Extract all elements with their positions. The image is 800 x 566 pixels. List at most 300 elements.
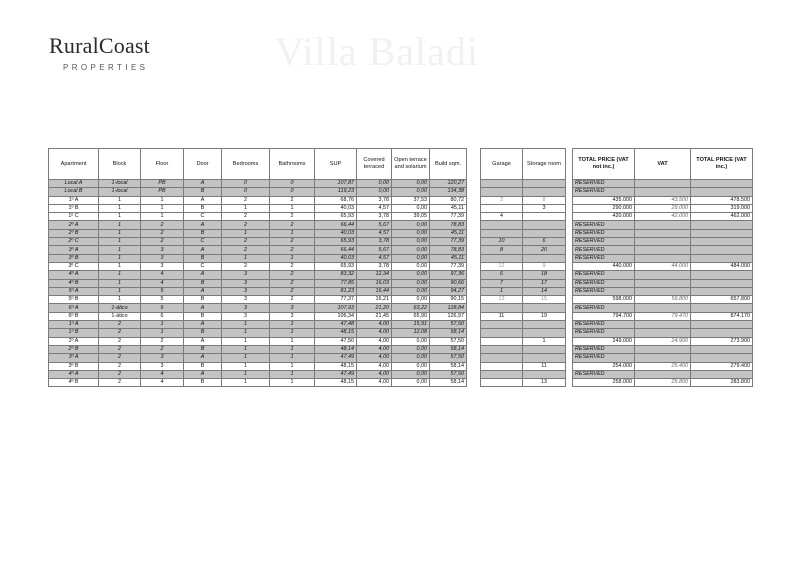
- sup-cell: 77,37: [315, 296, 357, 304]
- table-row: [49, 262, 467, 270]
- vat-cell: [635, 221, 691, 229]
- storage-room-cell: [523, 354, 566, 362]
- storage-room-cell: 13: [523, 379, 566, 387]
- covered-terraced-cell: 0,00: [357, 180, 392, 188]
- col-storage-room: Storage room: [523, 149, 566, 180]
- storage-room-cell: 6: [523, 238, 566, 246]
- vat-cell: [635, 345, 691, 353]
- block-cell: 1: [99, 221, 141, 229]
- bathrooms-cell: 2: [270, 262, 315, 270]
- bedrooms-cell: 3: [222, 287, 270, 295]
- vat-cell: 44.000: [635, 262, 691, 270]
- table-row: [573, 362, 753, 370]
- bedrooms-cell: 2: [222, 196, 270, 204]
- storage-room-cell: [523, 213, 566, 221]
- brand-logo: [49, 34, 150, 72]
- door-cell: A: [184, 180, 222, 188]
- bedrooms-cell: 2: [222, 213, 270, 221]
- price-cell: 258.000: [573, 379, 635, 387]
- block-cell: 2: [99, 379, 141, 387]
- price-cell: RESERVED: [573, 246, 635, 254]
- table-row: [573, 345, 753, 353]
- storage-room-cell: 20: [523, 246, 566, 254]
- covered-terraced-cell: 4,57: [357, 229, 392, 237]
- total-price-cell: [691, 188, 753, 196]
- apartment-cell: 6º A: [49, 304, 99, 312]
- floor-cell: 3: [141, 246, 184, 254]
- apartment-cell: 4º B: [49, 379, 99, 387]
- bedrooms-cell: 2: [222, 221, 270, 229]
- bathrooms-cell: 2: [270, 246, 315, 254]
- storage-room-cell: 18: [523, 271, 566, 279]
- sup-cell: 48,15: [315, 362, 357, 370]
- covered-terraced-cell: 4,00: [357, 329, 392, 337]
- total-price-cell: [691, 304, 753, 312]
- build-sqm-cell: 90,15: [430, 296, 467, 304]
- apartment-cell: 3º B: [49, 362, 99, 370]
- garage-cell: [481, 254, 523, 262]
- storage-room-cell: 1: [523, 337, 566, 345]
- vat-cell: [635, 238, 691, 246]
- build-sqm-cell: 57,50: [430, 370, 467, 378]
- door-cell: C: [184, 238, 222, 246]
- open-terrace-cell: 0,00: [392, 362, 430, 370]
- sup-cell: 66,44: [315, 221, 357, 229]
- door-cell: B: [184, 362, 222, 370]
- storage-room-cell: [523, 345, 566, 353]
- sup-cell: 66,44: [315, 246, 357, 254]
- col-total-price-vat: TOTAL PRICE (VAT inc.): [691, 149, 753, 180]
- door-cell: B: [184, 254, 222, 262]
- table-row: [481, 304, 566, 312]
- sup-cell: 47,49: [315, 354, 357, 362]
- floor-cell: 6: [141, 304, 184, 312]
- vat-cell: [635, 254, 691, 262]
- total-price-cell: [691, 271, 753, 279]
- table-row: [49, 287, 467, 295]
- table-row: [481, 329, 566, 337]
- build-sqm-cell: 58,14: [430, 379, 467, 387]
- total-price-cell: 319.000: [691, 204, 753, 212]
- table-row: [481, 337, 566, 345]
- table-row: [49, 329, 467, 337]
- bathrooms-cell: 1: [270, 337, 315, 345]
- storage-room-cell: [523, 304, 566, 312]
- col-bathrooms: Bathrooms: [270, 149, 315, 180]
- table-row: [481, 213, 566, 221]
- col-floor: Floor: [141, 149, 184, 180]
- build-sqm-cell: 77,39: [430, 238, 467, 246]
- open-terrace-cell: 15,91: [392, 321, 430, 329]
- bedrooms-cell: 1: [222, 354, 270, 362]
- price-cell: 249.000: [573, 337, 635, 345]
- open-terrace-cell: 0,00: [392, 271, 430, 279]
- vat-cell: [635, 354, 691, 362]
- bedrooms-cell: 1: [222, 254, 270, 262]
- bedrooms-cell: 1: [222, 329, 270, 337]
- block-cell: 1-ático: [99, 304, 141, 312]
- bathrooms-cell: 1: [270, 329, 315, 337]
- table-row: [481, 238, 566, 246]
- apartment-cell: 2º A: [49, 337, 99, 345]
- total-price-cell: 484.000: [691, 262, 753, 270]
- storage-room-cell: 8: [523, 196, 566, 204]
- sup-cell: 40,03: [315, 229, 357, 237]
- total-price-cell: 657.800: [691, 296, 753, 304]
- storage-room-cell: 19: [523, 312, 566, 320]
- table-row: [573, 196, 753, 204]
- table-row: [481, 354, 566, 362]
- apartment-cell: Local B: [49, 188, 99, 196]
- col-build-sqm: Build sqm.: [430, 149, 467, 180]
- apartment-cell: 3º A: [49, 246, 99, 254]
- table-row: [49, 379, 467, 387]
- garage-cell: 1: [481, 287, 523, 295]
- col-vat: VAT: [635, 149, 691, 180]
- floor-cell: 4: [141, 271, 184, 279]
- door-cell: A: [184, 271, 222, 279]
- garage-storage-table: [480, 148, 566, 387]
- floor-cell: 4: [141, 279, 184, 287]
- bathrooms-cell: 1: [270, 204, 315, 212]
- apartment-cell: Local A: [49, 180, 99, 188]
- price-cell: RESERVED: [573, 221, 635, 229]
- bedrooms-cell: 0: [222, 188, 270, 196]
- bathrooms-cell: 2: [270, 287, 315, 295]
- vat-cell: 59.800: [635, 296, 691, 304]
- block-cell: 1: [99, 204, 141, 212]
- table-row: [481, 204, 566, 212]
- block-cell: 1: [99, 238, 141, 246]
- covered-terraced-cell: 16,44: [357, 287, 392, 295]
- block-cell: 1: [99, 196, 141, 204]
- table-row: [481, 379, 566, 387]
- price-cell: RESERVED: [573, 279, 635, 287]
- bathrooms-cell: 0: [270, 188, 315, 196]
- bathrooms-cell: 1: [270, 379, 315, 387]
- sup-cell: 47,48: [315, 321, 357, 329]
- price-cell: RESERVED: [573, 180, 635, 188]
- block-cell: 1-ático: [99, 312, 141, 320]
- door-cell: C: [184, 262, 222, 270]
- bathrooms-cell: 1: [270, 345, 315, 353]
- bathrooms-cell: 2: [270, 221, 315, 229]
- block-cell: 1: [99, 287, 141, 295]
- bedrooms-cell: 1: [222, 321, 270, 329]
- bedrooms-cell: 1: [222, 204, 270, 212]
- table-row: [481, 312, 566, 320]
- bathrooms-cell: 1: [270, 354, 315, 362]
- apartment-cell: 2º C: [49, 238, 99, 246]
- table-row: [49, 321, 467, 329]
- storage-room-cell: [523, 229, 566, 237]
- garage-cell: [481, 204, 523, 212]
- vat-cell: [635, 229, 691, 237]
- table-row: [481, 180, 566, 188]
- table-row: [49, 345, 467, 353]
- covered-terraced-cell: 4,00: [357, 362, 392, 370]
- door-cell: B: [184, 296, 222, 304]
- col-open-terrace: Open terrace and solarium: [392, 149, 430, 180]
- door-cell: C: [184, 213, 222, 221]
- storage-room-cell: [523, 254, 566, 262]
- table-row: [573, 213, 753, 221]
- vat-cell: [635, 329, 691, 337]
- floor-cell: 3: [141, 354, 184, 362]
- build-sqm-cell: 90,66: [430, 279, 467, 287]
- bathrooms-cell: 1: [270, 321, 315, 329]
- total-price-cell: [691, 221, 753, 229]
- price-table: [572, 148, 753, 387]
- col-block: Block: [99, 149, 141, 180]
- open-terrace-cell: 0,00: [392, 345, 430, 353]
- table-row: [481, 188, 566, 196]
- storage-room-cell: [523, 180, 566, 188]
- price-cell: RESERVED: [573, 345, 635, 353]
- total-price-cell: [691, 370, 753, 378]
- covered-terraced-cell: 12,34: [357, 271, 392, 279]
- covered-terraced-cell: 3,78: [357, 196, 392, 204]
- table-row: [573, 271, 753, 279]
- door-cell: B: [184, 379, 222, 387]
- vat-cell: [635, 188, 691, 196]
- build-sqm-cell: 45,11: [430, 204, 467, 212]
- apartment-cell: 2º A: [49, 221, 99, 229]
- floor-cell: 3: [141, 254, 184, 262]
- table-row: [481, 345, 566, 353]
- total-price-cell: [691, 229, 753, 237]
- price-cell: RESERVED: [573, 229, 635, 237]
- col-bedrooms: Bedrooms: [222, 149, 270, 180]
- bathrooms-cell: 2: [270, 238, 315, 246]
- table-row: [49, 312, 467, 320]
- open-terrace-cell: 0,00: [392, 354, 430, 362]
- bedrooms-cell: 0: [222, 180, 270, 188]
- floor-cell: 3: [141, 262, 184, 270]
- floor-cell: 1: [141, 321, 184, 329]
- open-terrace-cell: 0,00: [392, 238, 430, 246]
- price-cell: RESERVED: [573, 188, 635, 196]
- sup-cell: 65,93: [315, 213, 357, 221]
- table-row: [573, 279, 753, 287]
- total-price-cell: 273.900: [691, 337, 753, 345]
- floor-cell: 1: [141, 196, 184, 204]
- bedrooms-cell: 1: [222, 337, 270, 345]
- block-cell: 2: [99, 354, 141, 362]
- table-row: [49, 221, 467, 229]
- total-price-cell: [691, 345, 753, 353]
- apartment-cell: 3º C: [49, 262, 99, 270]
- price-cell: 254.000: [573, 362, 635, 370]
- price-cell: RESERVED: [573, 287, 635, 295]
- table-row: [573, 262, 753, 270]
- bathrooms-cell: 2: [270, 196, 315, 204]
- table-row: [49, 271, 467, 279]
- block-cell: 1: [99, 246, 141, 254]
- table-row: [573, 379, 753, 387]
- bedrooms-cell: 2: [222, 238, 270, 246]
- sup-cell: 40,03: [315, 204, 357, 212]
- covered-terraced-cell: 16,03: [357, 279, 392, 287]
- price-cell: 440.000: [573, 262, 635, 270]
- open-terrace-cell: 0,00: [392, 221, 430, 229]
- table-row: [481, 271, 566, 279]
- block-cell: 2: [99, 321, 141, 329]
- floor-cell: 4: [141, 379, 184, 387]
- block-cell: 1-local: [99, 180, 141, 188]
- sup-cell: 83,32: [315, 271, 357, 279]
- total-price-cell: [691, 246, 753, 254]
- garage-cell: [481, 379, 523, 387]
- price-cell: 435.000: [573, 196, 635, 204]
- floor-cell: 5: [141, 296, 184, 304]
- sup-cell: 48,15: [315, 379, 357, 387]
- storage-room-cell: 9: [523, 262, 566, 270]
- apartment-cell: 4º B: [49, 279, 99, 287]
- bathrooms-cell: 2: [270, 296, 315, 304]
- apartment-cell: 4º A: [49, 271, 99, 279]
- vat-cell: 42.000: [635, 213, 691, 221]
- price-cell: RESERVED: [573, 304, 635, 312]
- total-price-cell: 874.170: [691, 312, 753, 320]
- sup-cell: 107,93: [315, 304, 357, 312]
- block-cell: 1: [99, 254, 141, 262]
- build-sqm-cell: 57,50: [430, 337, 467, 345]
- covered-terraced-cell: 4,57: [357, 204, 392, 212]
- table-row: [481, 287, 566, 295]
- table-row: [49, 229, 467, 237]
- units-table: [48, 148, 467, 387]
- apartment-cell: 1º B: [49, 329, 99, 337]
- build-sqm-cell: 120,27: [430, 180, 467, 188]
- garage-cell: [481, 370, 523, 378]
- door-cell: A: [184, 287, 222, 295]
- open-terrace-cell: 0,00: [392, 229, 430, 237]
- table-row: [481, 362, 566, 370]
- build-sqm-cell: 77,39: [430, 262, 467, 270]
- door-cell: B: [184, 188, 222, 196]
- open-terrace-cell: 63,22: [392, 304, 430, 312]
- col-apartment: Apartment: [49, 149, 99, 180]
- open-terrace-cell: 0,00: [392, 379, 430, 387]
- table-row: [49, 196, 467, 204]
- build-sqm-cell: 128,84: [430, 304, 467, 312]
- floor-cell: 5: [141, 287, 184, 295]
- sup-cell: 40,03: [315, 254, 357, 262]
- door-cell: A: [184, 304, 222, 312]
- bedrooms-cell: 3: [222, 304, 270, 312]
- sup-cell: 68,76: [315, 196, 357, 204]
- door-cell: A: [184, 196, 222, 204]
- door-cell: A: [184, 370, 222, 378]
- price-cell: RESERVED: [573, 254, 635, 262]
- garage-cell: 11: [481, 312, 523, 320]
- storage-room-cell: 3: [523, 204, 566, 212]
- bathrooms-cell: 1: [270, 254, 315, 262]
- table-row: [481, 229, 566, 237]
- storage-room-cell: [523, 321, 566, 329]
- floor-cell: 2: [141, 337, 184, 345]
- sup-cell: 81,23: [315, 287, 357, 295]
- open-terrace-cell: 65,90: [392, 312, 430, 320]
- garage-cell: [481, 345, 523, 353]
- table-row: [481, 262, 566, 270]
- block-cell: 2: [99, 345, 141, 353]
- open-terrace-cell: 0,00: [392, 254, 430, 262]
- garage-cell: 3: [481, 196, 523, 204]
- vat-cell: 43.500: [635, 196, 691, 204]
- garage-cell: [481, 354, 523, 362]
- covered-terraced-cell: 3,78: [357, 213, 392, 221]
- open-terrace-cell: 37,53: [392, 196, 430, 204]
- door-cell: B: [184, 345, 222, 353]
- covered-terraced-cell: 0,00: [357, 188, 392, 196]
- floor-cell: 1: [141, 213, 184, 221]
- open-terrace-cell: 0,00: [392, 180, 430, 188]
- table-row: [49, 279, 467, 287]
- total-price-cell: [691, 238, 753, 246]
- open-terrace-cell: 0,00: [392, 296, 430, 304]
- storage-room-cell: [523, 188, 566, 196]
- table-row: [49, 296, 467, 304]
- floor-cell: 2: [141, 345, 184, 353]
- garage-cell: 10: [481, 238, 523, 246]
- door-cell: A: [184, 321, 222, 329]
- total-price-cell: [691, 354, 753, 362]
- table-row: [573, 337, 753, 345]
- block-cell: 1: [99, 271, 141, 279]
- table-row: [49, 246, 467, 254]
- table-row: [481, 370, 566, 378]
- block-cell: 2: [99, 370, 141, 378]
- table-row: [49, 370, 467, 378]
- col-sup: SUP: [315, 149, 357, 180]
- covered-terraced-cell: 5,67: [357, 246, 392, 254]
- build-sqm-cell: 58,14: [430, 329, 467, 337]
- apartment-cell: 3º B: [49, 254, 99, 262]
- covered-terraced-cell: 4,57: [357, 254, 392, 262]
- price-cell: RESERVED: [573, 370, 635, 378]
- storage-room-cell: [523, 329, 566, 337]
- apartment-cell: 6º B: [49, 312, 99, 320]
- vat-cell: [635, 279, 691, 287]
- col-garage: Garage: [481, 149, 523, 180]
- table-row: [49, 254, 467, 262]
- total-price-cell: 478.500: [691, 196, 753, 204]
- table-row: [573, 246, 753, 254]
- bedrooms-cell: 1: [222, 379, 270, 387]
- covered-terraced-cell: 4,00: [357, 321, 392, 329]
- brand-subtitle: PROPERTIES: [63, 63, 149, 72]
- apartment-cell: 1º A: [49, 196, 99, 204]
- sup-cell: 47,49: [315, 370, 357, 378]
- vat-cell: [635, 304, 691, 312]
- door-cell: A: [184, 246, 222, 254]
- sup-cell: 48,15: [315, 329, 357, 337]
- apartment-cell: 2º B: [49, 229, 99, 237]
- bathrooms-cell: 2: [270, 271, 315, 279]
- covered-terraced-cell: 21,20: [357, 304, 392, 312]
- garage-cell: [481, 304, 523, 312]
- door-cell: B: [184, 279, 222, 287]
- apartment-cell: 1º A: [49, 321, 99, 329]
- build-sqm-cell: 45,11: [430, 229, 467, 237]
- vat-cell: [635, 370, 691, 378]
- open-terrace-cell: 0,00: [392, 279, 430, 287]
- table-row: [573, 312, 753, 320]
- table-row: [49, 362, 467, 370]
- bathrooms-cell: 3: [270, 312, 315, 320]
